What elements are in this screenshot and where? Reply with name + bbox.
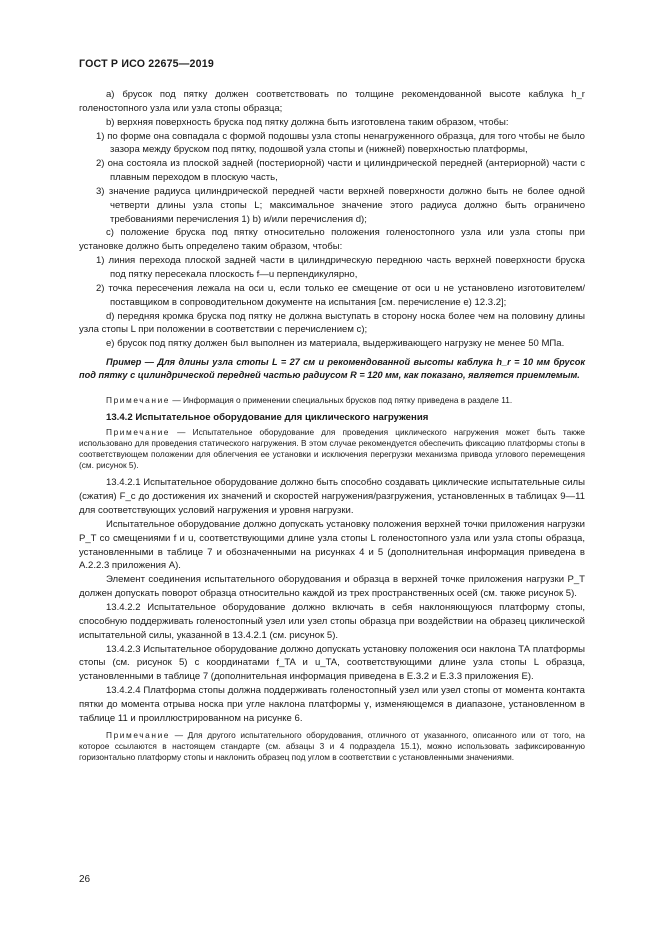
list-item-b: b) верхняя поверхность бруска под пятку должна быть изготовлена таким образом, чтобы: (106, 116, 509, 128)
document-header: ГОСТ Р ИСО 22675—2019 (79, 58, 214, 70)
list-item-c1: 1) линия перехода плоской задней части в цилиндрическую переднюю часть верхней поверхности бруска под пятку пересекала плоскость f—u перпендикулярно, (96, 255, 585, 280)
example-text: Пример — Для длины узла стопы L = 27 см и рекомендованной высоты каблука h_r = 10 мм брусок под пятку с цилиндрической передней частью радиусом R = 120 мм, как показано, является приемлемым. (79, 357, 585, 380)
paragraph-13-4-2-1: 13.4.2.1 Испытательное оборудование должно быть способно создавать циклические испытательные силы (сжатия) F_c до достижения их значений и скоростей нагружения/разгружения, установленных в таблицах 9—11 для соответствующих условий нагружения и уровня нагрузки. (79, 477, 585, 517)
section-heading: 13.4.2 Испытательное оборудование для циклического нагружения (106, 411, 429, 423)
list-item-e: е) брусок под пятку должен был выполнен из материала, выдерживающего нагрузку не менее 50 МПа. (106, 338, 565, 350)
note-1 (79, 395, 585, 406)
list-item-b3: 3) значение радиуса цилиндрической передней части верхней поверхности должно быть не более одной четверти длины узла стопы L; максимальное значение этого радиуса должно быть ограничено требованиями перечисления 1) b) и/или перечисления d); (96, 185, 585, 225)
page-number: 26 (79, 874, 91, 885)
list-item-b1: 1) по форме она совпадала с формой подошвы узла стопы ненагруженного образца, для того чтобы не было зазора между бруском под пятку, подошвой узла стопы и (нижней) поверхностью платформы, (96, 130, 585, 156)
paragraph-load-point: Испытательное оборудование должно допускать установку положения верхней точки приложения нагрузки P_T со смещениями f и u, соответствующими длине узла стопы L голеностопного узла или узла стопы образца, установленными в таблице 7 и обозначенными на рисунках 4 и 5 (дополнительная информация приведена в А.2.2.3 приложения А). (79, 518, 585, 572)
note-3 (79, 730, 585, 764)
list-item-a: а) брусок под пятку должен соответствовать по толщине рекомендованной высоте каблука h_r голеностопного узла или узла стопы образца; (79, 89, 585, 114)
paragraph-connection: Элемент соединения испытательного оборудования и образца в верхней точке приложения нагрузки P_T должен допускать поворот образца относительно каждой из трех пространственных осей (см. также рисунок 5). (79, 574, 585, 600)
note-text: — Испытательное оборудование для проведения циклического нагружения может быть также использовано для проведения статического нагружения. В этом случае рекомендуется обеспечить фиксацию платформы стопы в соответствующем положении для облегчения ее установки и исключения перегрузки механизма привода углового перемещения (см. рисунок 5). (79, 426, 585, 471)
paragraph-13-4-2-3: 13.4.2.3 Испытательное оборудование должно допускать установку положения оси наклона ТА платформы стопы (см. рисунок 5) с координатами f_TA и u_TA, соответствующими длине узла стопы L образца, установленными в таблице 7 (дополнительная информация приведена в Е.3.2 и Е.3.3 приложения Е). (79, 643, 585, 683)
note-label: Примечание (106, 395, 171, 406)
note-label: Примечание (106, 729, 171, 740)
list-item-c2: 2) точка пересечения лежала на оси u, если только ее смещение от оси u не установлено изготовителем/поставщиком в сопроводительном документе на испытания [см. перечисление е) 12.3.2]; (96, 282, 585, 308)
paragraph-13-4-2-4: 13.4.2.4 Платформа стопы должна поддерживать голеностопный узел или узел стопы от момента контакта пятки до момента отрыва носка при угле наклона платформы γ, изменяющемся в диапазоне, установленном в таблице 11 и проиллюстрированном на рисунке 6. (79, 685, 585, 724)
note-text: — Для другого испытательного оборудования, отличного от указанного, описанного или от того, на которое ссылаются в настоящем стандарте (см. абзацы 3 и 4 подраздела 15.1), можно использовать зафиксированную горизонтально платформу стопы и наклонить образец под углом в соответствии с установленными значениями. (79, 729, 585, 763)
list-item-b2: 2) она состояла из плоской задней (постериорной) части и цилиндрической передней (антериорной) части с плавным переходом в плоскую часть, (96, 158, 585, 184)
note-label: Примечание (106, 426, 171, 437)
document-body (79, 88, 585, 763)
list-item-c: c) положение бруска под пятку относительно положения голеностопного узла или узла стопы при установке должно быть определено таким образом, чтобы: (79, 227, 585, 253)
note-text: — Информация о применении специальных брусков под пятку приведена в разделе 11. (172, 395, 513, 406)
list-item-d: d) передняя кромка бруска под пятку не должна выступать в сторону носка более чем на половину длины узла стопы L при положении в соответствии с перечислением с); (79, 310, 585, 336)
note-2 (79, 427, 585, 472)
paragraph-13-4-2-2: 13.4.2.2 Испытательное оборудование должно включать в себя наклоняющуюся платформу стопы, способную поддерживать голеностопный узел или узел стопы образца при воздействии на образец циклической испытательной силы, указанной в 13.4.2.1 (см. рисунок 5). (79, 602, 585, 641)
